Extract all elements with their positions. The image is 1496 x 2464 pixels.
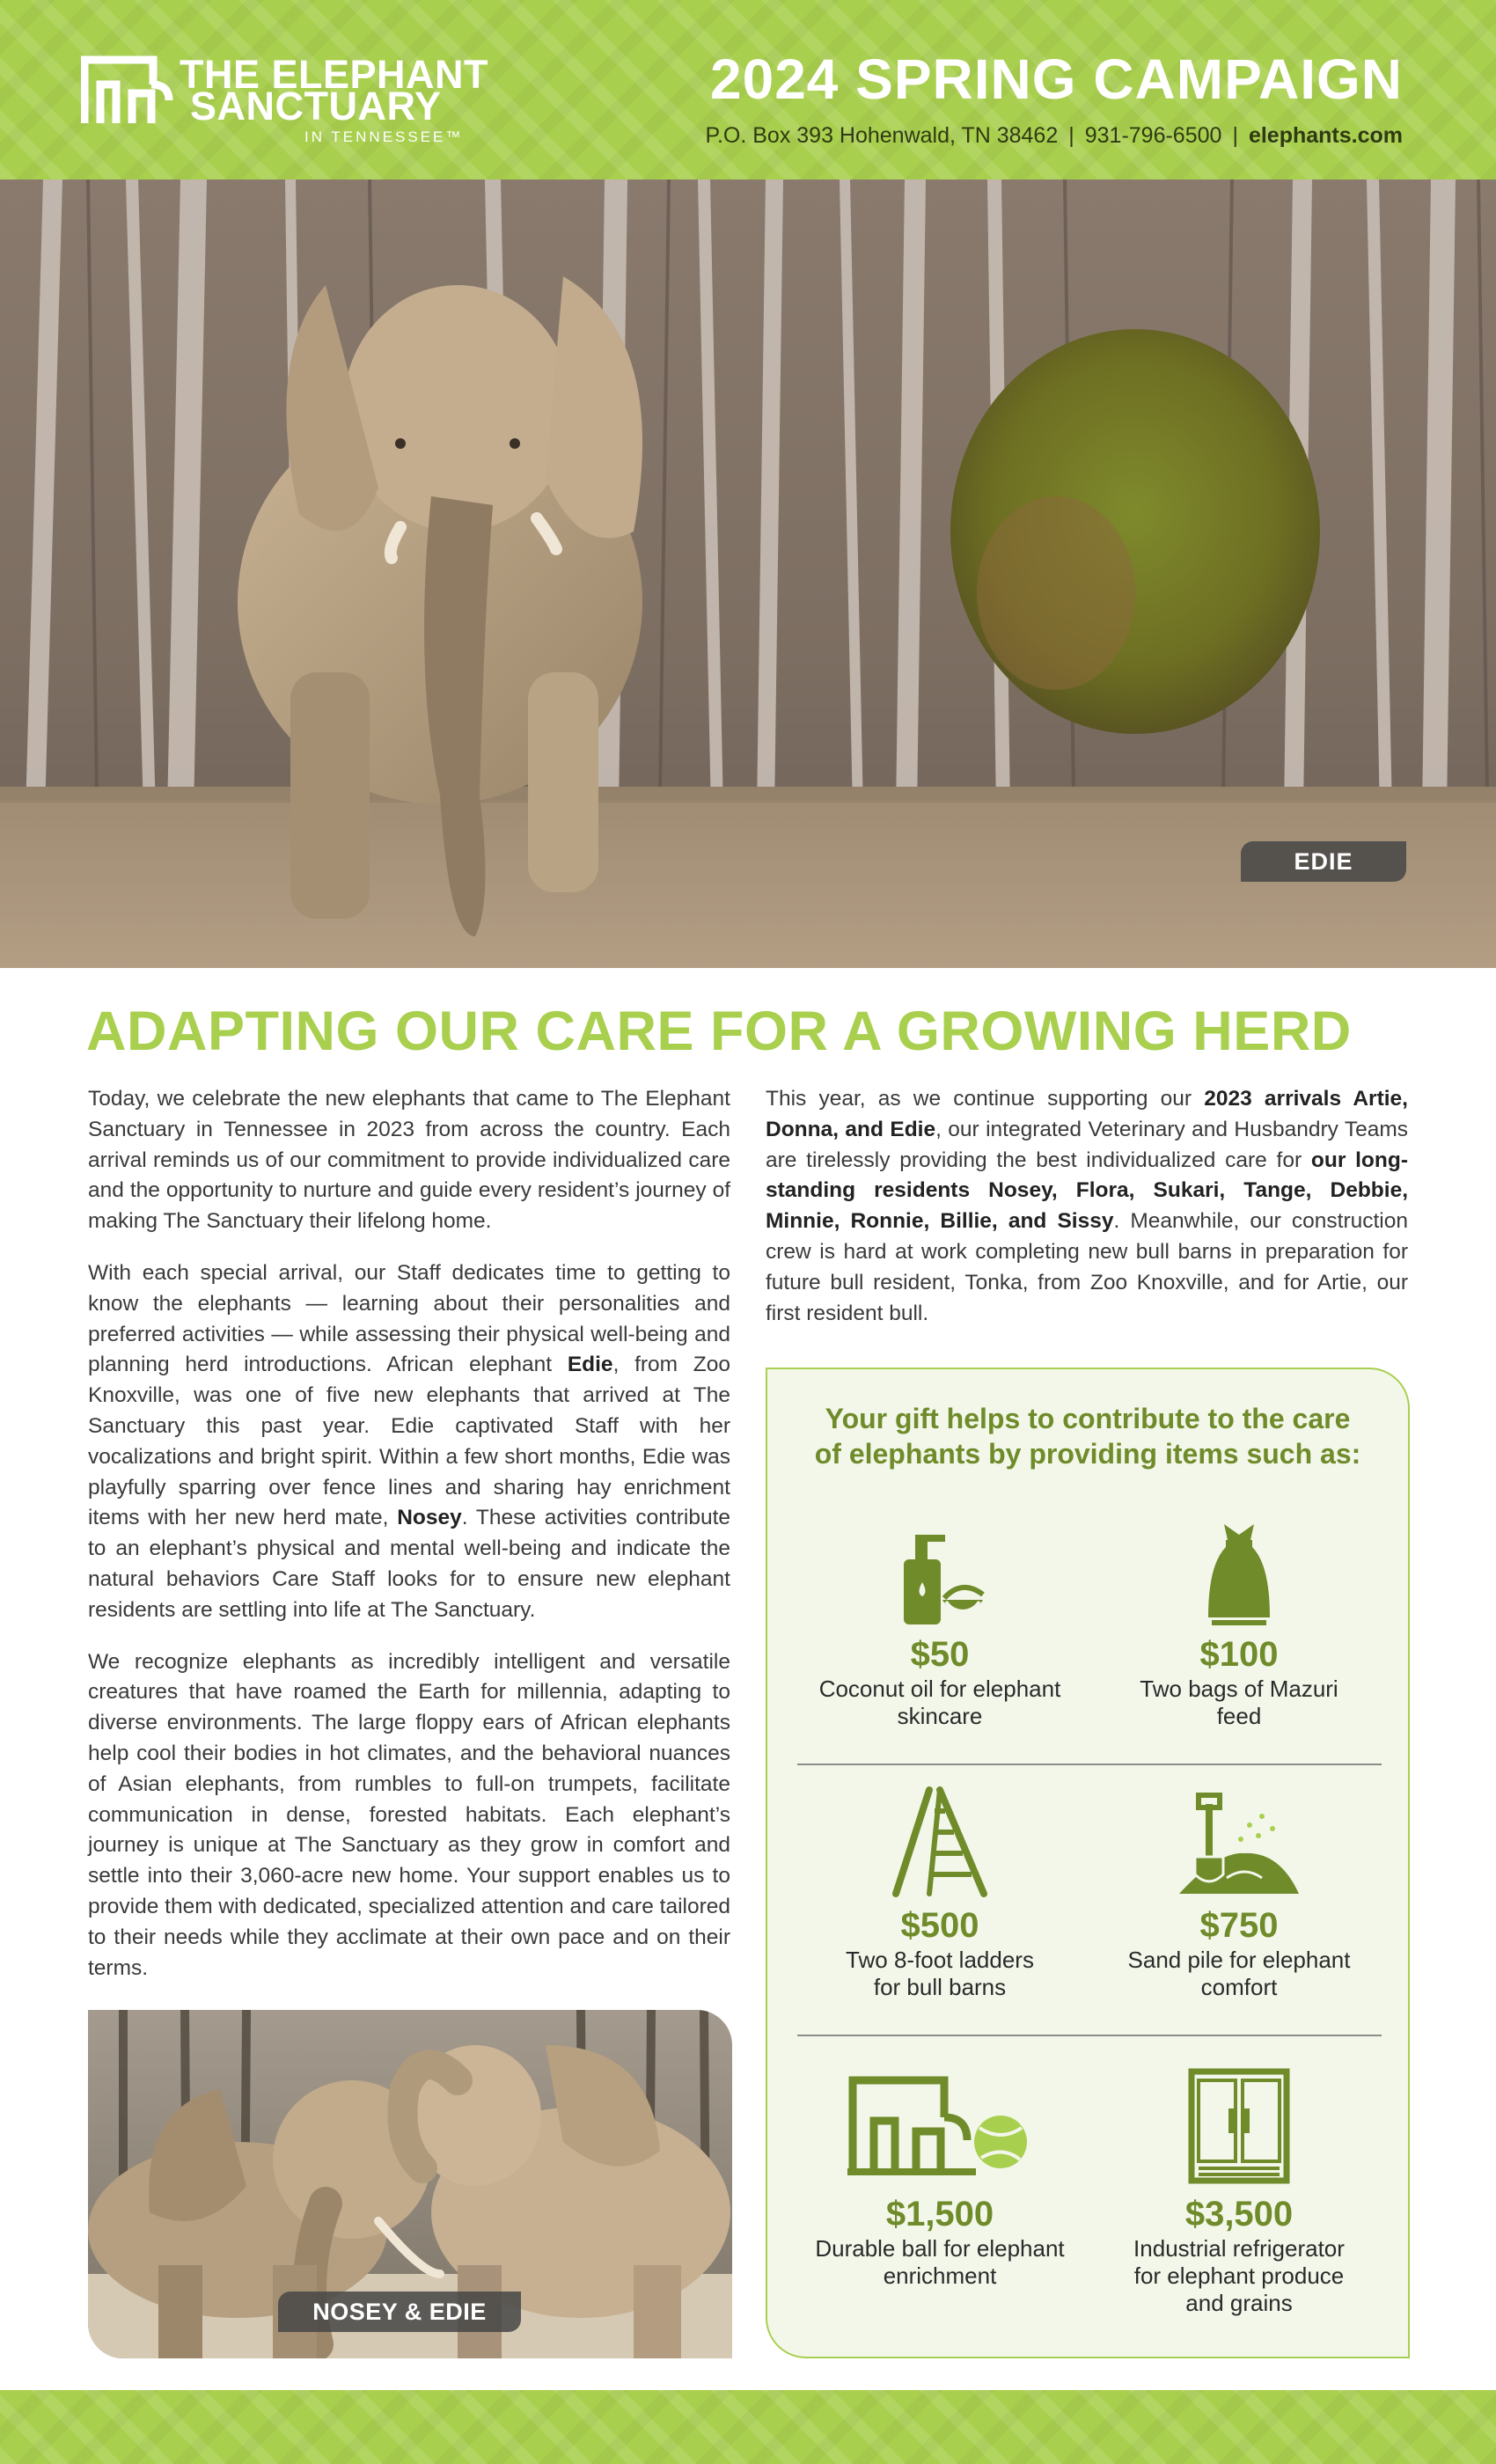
paragraph-text: , from Zoo Knoxville, was one of five new elephants that arrived at The Sanctuary this past year. Edie captivated Staff with her vocalizations and bright spirit. Within a few short months, Edie was playfully sparring over fence lines and sharing hay enrichment items with her new herd mate,: [88, 1353, 730, 1530]
gift-description: [790, 1676, 1089, 1730]
website-link[interactable]: elephants.com: [1248, 123, 1403, 148]
gift-amount: $50: [910, 1635, 970, 1674]
header-band: [0, 0, 1496, 180]
ladder-icon: [887, 1785, 993, 1899]
gift-box-title-line1: Your gift helps to contribute to the care: [825, 1403, 1351, 1434]
gift-description-line: Sand pile for elephant: [1127, 1947, 1351, 1973]
gift-description-line: Two bags of Mazuri: [1140, 1676, 1338, 1702]
gift-amount: $500: [900, 1906, 979, 1945]
gift-description-line: for bull barns: [873, 1974, 1007, 2000]
paragraph-text: . Meanwhile, our construction crew is hard at work completing new bull barns in preparation for future bull resident, Tonka, from Zoo Knoxville, and for Artie, our first resident bull.: [766, 1209, 1408, 1325]
sand-pile-icon: [1174, 1790, 1304, 1899]
gift-item-50[interactable]: [790, 1529, 1089, 1730]
elephant-logo-icon: [81, 55, 178, 127]
gift-description: [790, 2235, 1089, 2290]
gift-item-750[interactable]: [1089, 1790, 1389, 2001]
gift-description: [790, 1947, 1089, 2001]
feed-bag-icon: [1199, 1521, 1279, 1628]
gift-description-line: for elephant produce: [1133, 2262, 1345, 2289]
address-text: P.O. Box 393 Hohenwald, TN 38462: [705, 123, 1059, 148]
gift-description-line: Durable ball for elephant: [815, 2235, 1065, 2262]
page-headline: ADAPTING OUR CARE FOR A GROWING HERD: [86, 1001, 1352, 1062]
arrivals-names: 2023 arrivals Artie, Donna, and Edie: [766, 1087, 1408, 1141]
contact-line: [706, 123, 1404, 149]
hero-photo-caption: EDIE: [1241, 841, 1406, 882]
gift-options-box: [766, 1368, 1410, 2358]
gift-item-3500[interactable]: [1089, 2068, 1389, 2317]
gift-description-line: skincare: [897, 1703, 983, 1729]
enrichment-ball-icon: [847, 2073, 1032, 2188]
phone-text[interactable]: 931-796-6500: [1084, 123, 1222, 148]
gift-box-title: [767, 1401, 1408, 1471]
sanctuary-logo[interactable]: [81, 51, 503, 157]
campaign-title: 2024 SPRING CAMPAIGN: [710, 48, 1403, 111]
paragraph-elephant-intelligence: We recognize elephants as incredibly intelligent and versatile creatures that have roamed the Earth for millennia, adapting to diverse environments. The large floppy ears of African elephants help cool their bodies in hot climates, and the behavioral nuances of Asian elephants, from rumbles to full-on trumpets, facilitate communication in dense, forested habitats. Each elephant’s journey is unique at The Sanctuary as they grow in comfort and settle into their 3,060-acre new home. Your support enables us to provide them with dedicated, specialized attention and care tailored to their needs while they acclimate at their own pace and on their terms.: [88, 1649, 730, 1980]
gift-amount: $100: [1199, 1635, 1279, 1674]
paragraph-text: , our integrated Veterinary and Husbandry Teams are tirelessly providing the best individualized care for: [766, 1117, 1408, 1172]
paragraph-text: . These activities contribute to an elephant’s physical and mental well-being and indicate the natural behaviors Care Staff looks for to ensure new elephant residents are settling into life at The Sanctuary.: [88, 1506, 731, 1622]
gift-item-100[interactable]: [1089, 1521, 1389, 1730]
gift-description: [1089, 2235, 1389, 2317]
gift-divider: [797, 2035, 1382, 2036]
gift-description-line: enrichment: [883, 2262, 997, 2289]
small-photo-caption: NOSEY & EDIE: [278, 2292, 521, 2332]
long-standing-residents-names: our long-standing residents Nosey, Flora, Sukari, Tange, Debbie, Minnie, Ronnie, Billie, and Sissy: [766, 1148, 1408, 1234]
gift-description-line: feed: [1216, 1703, 1262, 1729]
logo-text-line2: SANCTUARY: [190, 84, 442, 128]
logo-text-line1: THE ELEPHANT: [180, 52, 489, 97]
logo-text-line3: IN TENNESSEE™: [304, 128, 464, 145]
right-text-column: [766, 1084, 1408, 1350]
paragraph-text: With each special arrival, our Staff dedicates time to getting to know the elephants — learning about their personalities and preferred activities — while assessing their physical well-being and planning herd introductions. African elephant: [88, 1260, 730, 1377]
gift-item-1500[interactable]: [790, 2073, 1089, 2290]
gift-amount: $750: [1199, 1906, 1279, 1945]
separator: |: [1232, 123, 1238, 148]
paragraph-residents-care: [766, 1084, 1408, 1329]
gift-description: [1089, 1947, 1389, 2001]
left-text-column: [88, 1084, 730, 2005]
separator: |: [1068, 123, 1074, 148]
gift-divider: [797, 1764, 1382, 1765]
gift-amount: $1,500: [885, 2195, 994, 2233]
footer-band: [0, 2390, 1496, 2464]
gift-description-line: Industrial refrigerator: [1133, 2235, 1345, 2262]
elephant-name-edie: Edie: [567, 1353, 613, 1377]
coconut-oil-icon: [891, 1529, 988, 1628]
gift-amount: $3,500: [1184, 2195, 1294, 2233]
gift-description: [1089, 1676, 1389, 1730]
gift-box-title-line2: of elephants by providing items such as:: [814, 1438, 1361, 1470]
gift-description-line: Two 8-foot ladders: [846, 1947, 1034, 1973]
paragraph-text: This year, as we continue supporting our: [766, 1087, 1205, 1111]
gift-description-line: Coconut oil for elephant: [818, 1676, 1061, 1702]
hero-photo-edie: [0, 180, 1496, 968]
gift-description-line: and grains: [1185, 2290, 1293, 2316]
gift-item-500[interactable]: [790, 1785, 1089, 2001]
paragraph-new-arrivals: [88, 1258, 730, 1626]
paragraph-intro: Today, we celebrate the new elephants that came to The Elephant Sanctuary in Tennessee in 2023 from across the country. Each arrival reminds us of our commitment to provide individualized care and the opportunity to nurture and guide every resident’s journey of making The Sanctuary their lifelong home.: [88, 1087, 730, 1234]
refrigerator-icon: [1186, 2068, 1292, 2188]
elephant-name-nosey: Nosey: [397, 1506, 462, 1530]
gift-description-line: comfort: [1200, 1974, 1278, 2000]
photo-nosey-and-edie: [88, 2010, 732, 2358]
